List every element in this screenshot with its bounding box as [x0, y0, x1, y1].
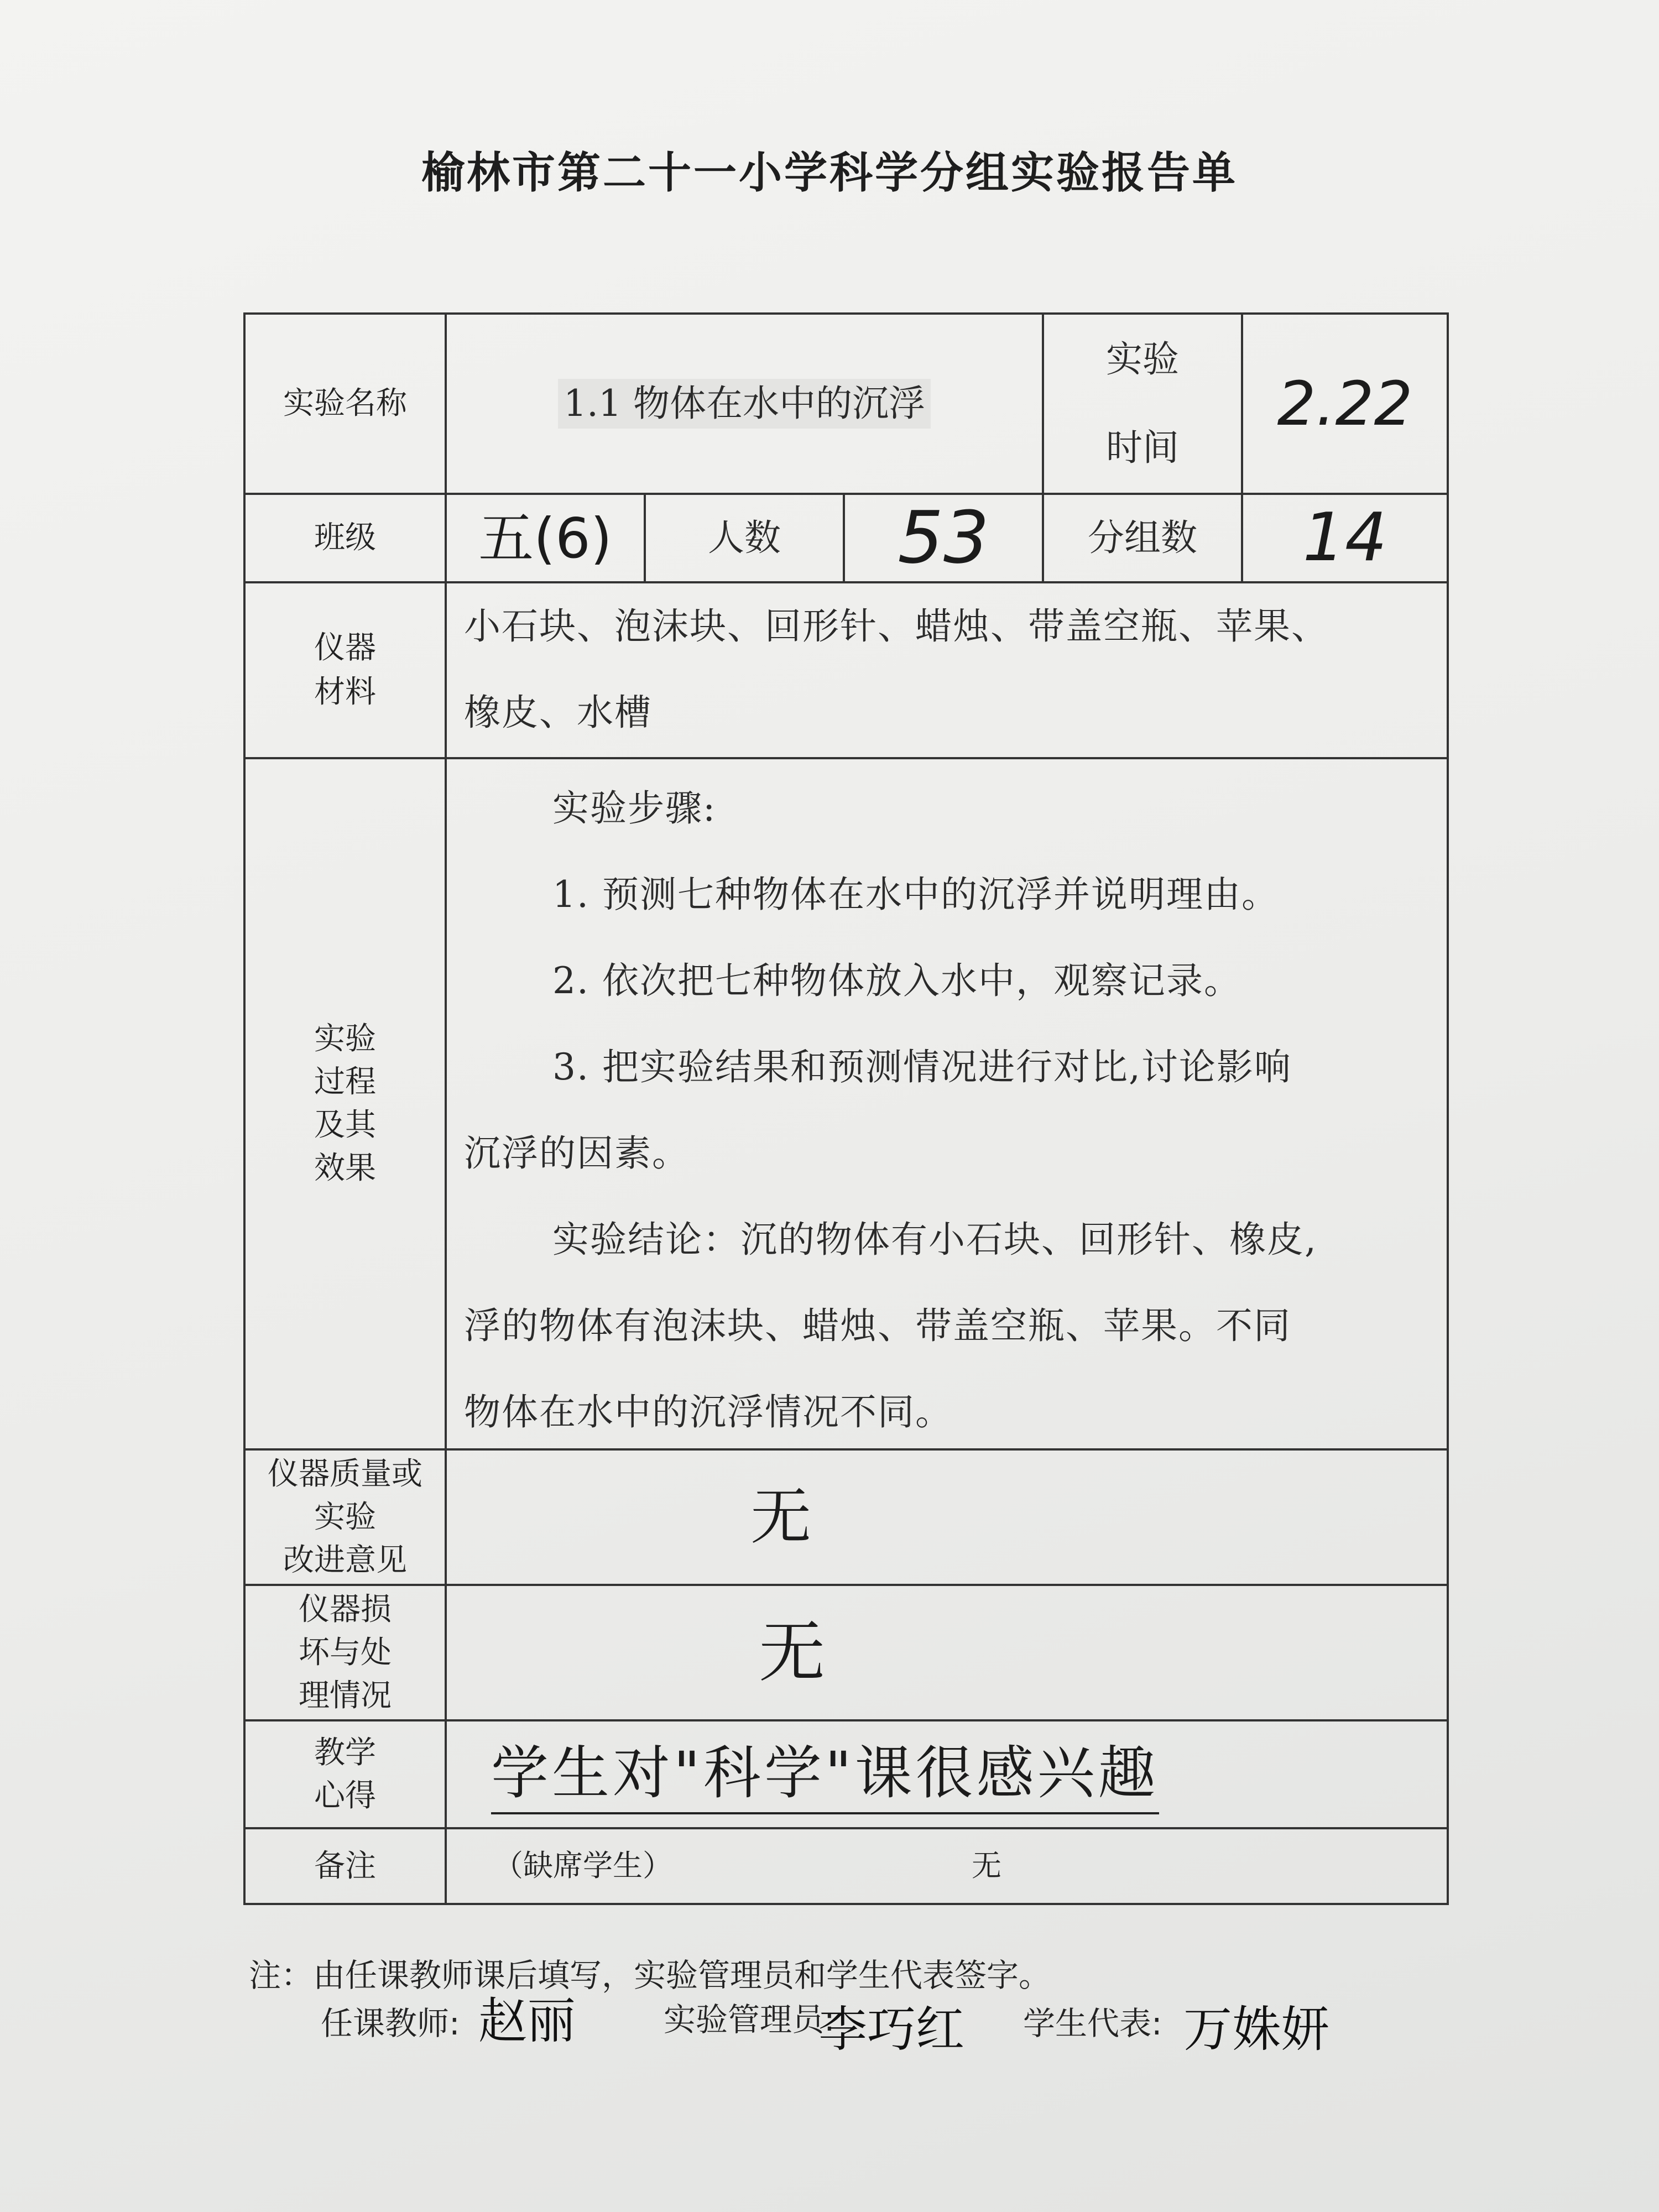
experiment-time-value — [1243, 315, 1447, 493]
teaching-label-line: 心得 — [314, 1777, 376, 1814]
remarks-value — [931, 1829, 1042, 1903]
remarks-label-text: 备注 — [314, 1848, 376, 1884]
experiment-time-text: 2.22 — [1277, 368, 1413, 439]
materials-line: 橡皮、水槽 — [464, 691, 652, 734]
process-content — [464, 765, 1443, 1455]
quality-value — [447, 1451, 1447, 1584]
admin-signature: 李巧红 — [818, 2001, 965, 2058]
experiment-time-label-line: 实验 — [1106, 338, 1179, 380]
process-label-line: 效果 — [314, 1150, 376, 1186]
remarks-absent-label — [467, 1829, 699, 1903]
step-item: 沉浮的因素。 — [464, 1132, 690, 1175]
step-item: 1. 预测七种物体在水中的沉浮并说明理由。 — [552, 873, 1279, 916]
materials-line: 小石块、泡沫块、回形针、蜡烛、带盖空瓶、苹果、 — [464, 605, 1329, 648]
student-signature: 万姝妍 — [1183, 2001, 1330, 2058]
groups-value — [1243, 495, 1447, 581]
step-item: 2. 依次把七种物体放入水中，观察记录。 — [552, 959, 1241, 1002]
process-label-line: 实验 — [314, 1021, 376, 1057]
footer-note: 注：由任课教师课后填写，实验管理员和学生代表签字。 — [249, 1957, 1051, 1994]
materials-label-line: 仪器 — [314, 630, 376, 666]
quality-label-line: 仪器质量或 — [268, 1455, 422, 1492]
remarks-absent-label-text: （缺席学生） — [493, 1848, 672, 1884]
teaching-label-line: 教学 — [314, 1734, 376, 1771]
people-label-text: 人数 — [708, 517, 781, 560]
damage-label-line: 理情况 — [299, 1677, 392, 1714]
teaching-value-text: 学生对"科学"课很感兴趣 — [491, 1734, 1159, 1814]
damage-value-text: 无 — [759, 1614, 825, 1691]
experiment-time-label — [1044, 315, 1241, 493]
process-label — [246, 759, 445, 1448]
materials-label — [246, 583, 445, 757]
admin-label: 实验管理员: — [664, 2001, 835, 2038]
people-label — [646, 495, 843, 581]
teaching-label — [246, 1721, 445, 1827]
people-value-text: 53 — [898, 495, 989, 580]
experiment-time-label-line: 时间 — [1106, 426, 1179, 469]
materials-label-line: 材料 — [314, 674, 376, 710]
report-form-table — [243, 312, 1449, 1905]
class-value-text: 五(6) — [478, 505, 612, 571]
experiment-name-label — [246, 315, 445, 493]
report-title: 榆林市第二十一小学科学分组实验报告单 — [421, 148, 1238, 198]
damage-value — [447, 1586, 1447, 1719]
class-value — [447, 495, 644, 581]
quality-label-line: 实验 — [314, 1499, 376, 1535]
steps-heading: 实验步骤: — [552, 787, 717, 830]
damage-label-line: 仪器损 — [299, 1591, 392, 1627]
process-label-line: 及其 — [314, 1107, 376, 1143]
remarks-label — [246, 1829, 445, 1903]
people-value — [845, 495, 1042, 581]
quality-value-text: 无 — [750, 1481, 811, 1553]
conclusion-line: 物体在水中的沉浮情况不同。 — [464, 1391, 953, 1433]
experiment-name-label-text: 实验名称 — [283, 385, 407, 422]
groups-label-text: 分组数 — [1088, 517, 1197, 560]
groups-label — [1044, 495, 1241, 581]
class-label-text: 班级 — [314, 520, 376, 556]
teacher-signature: 赵丽 — [478, 1992, 576, 2049]
damage-label — [246, 1586, 445, 1719]
teaching-value — [447, 1721, 1447, 1827]
conclusion-line: 浮的物体有泡沫块、蜡烛、带盖空瓶、苹果。不同 — [464, 1305, 1291, 1347]
conclusion-line: 实验结论：沉的物体有小石块、回形针、橡皮, — [552, 1218, 1317, 1261]
class-label — [246, 495, 445, 581]
materials-list — [464, 583, 1443, 756]
process-label-line: 过程 — [314, 1064, 376, 1100]
quality-label — [246, 1451, 445, 1584]
remarks-value-text: 无 — [972, 1848, 1001, 1884]
quality-label-line: 改进意见 — [283, 1542, 407, 1578]
teacher-label: 任课教师: — [321, 2005, 460, 2042]
student-label: 学生代表: — [1023, 2005, 1162, 2042]
step-item: 3. 把实验结果和预测情况进行对比,讨论影响 — [552, 1046, 1292, 1088]
experiment-name-text: 1.1 物体在水中的沉浮 — [558, 379, 931, 428]
damage-label-line: 坏与处 — [299, 1634, 392, 1671]
experiment-name-value — [447, 315, 1042, 493]
groups-value-text: 14 — [1302, 499, 1387, 576]
